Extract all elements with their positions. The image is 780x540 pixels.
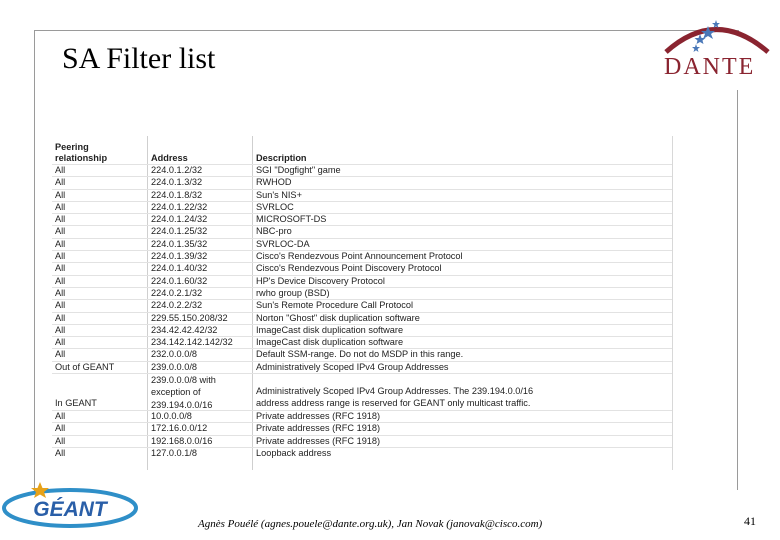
cell-description: SVRLOC (256, 201, 294, 212)
cell-address: 234.142.142.142/32 (151, 337, 233, 348)
cell-description-line: address address range is reserved for GEANT only multicast traffic. (256, 398, 531, 409)
slide-frame-right-edge (737, 90, 738, 490)
cell-description: Cisco's Rendezvous Point Announcement Protocol (256, 251, 463, 262)
cell-address: 224.0.1.35/32 (151, 238, 208, 249)
table-row (52, 447, 672, 459)
cell-peering: All (55, 165, 66, 175)
sa-filter-table (52, 136, 673, 470)
table-row (52, 176, 672, 188)
header-description: Description (256, 153, 307, 163)
cell-address-line: 239.0.0.0/8 with (151, 375, 216, 386)
table-row (52, 262, 672, 274)
cell-description-line: Administratively Scoped IPv4 Group Addresses. The 239.194.0.0/16 (256, 386, 534, 397)
table-header (52, 140, 672, 164)
cell-description: ImageCast disk duplication software (256, 324, 404, 335)
cell-peering: All (55, 177, 66, 188)
cell-address: 224.0.1.39/32 (151, 251, 208, 262)
cell-address: 224.0.2.1/32 (151, 287, 203, 298)
header-peering: Peering relationship (55, 142, 108, 163)
cell-address: 224.0.1.60/32 (151, 275, 208, 286)
cell-peering: All (55, 214, 66, 225)
cell-peering: All (55, 447, 66, 458)
cell-peering: All (55, 411, 66, 422)
cell-description: Private addresses (RFC 1918) (256, 435, 381, 446)
cell-peering: All (55, 337, 66, 348)
cell-address: 239.0.0.0/8 (151, 361, 197, 372)
cell-address: 224.0.1.40/32 (151, 263, 208, 274)
table-row (52, 312, 672, 324)
cell-peering: All (55, 287, 66, 298)
cell-peering: All (55, 251, 66, 262)
cell-description: Private addresses (RFC 1918) (256, 411, 381, 422)
cell-address: 224.0.1.25/32 (151, 226, 208, 237)
table-row (52, 238, 672, 250)
cell-peering: In GEANT (55, 398, 97, 409)
cell-address (151, 374, 216, 411)
cell-description: Sun's Remote Procedure Call Protocol (256, 300, 413, 311)
table-row (52, 275, 672, 287)
cell-address: 224.0.1.2/32 (151, 165, 203, 175)
cell-peering: All (55, 263, 66, 274)
cell-description: NBC-pro (256, 226, 292, 237)
cell-address: 234.42.42.42/32 (151, 324, 218, 335)
star-icon (692, 20, 720, 52)
table-row (52, 348, 672, 360)
geant-wordmark: GÉANT (33, 498, 107, 521)
cell-peering: All (55, 201, 66, 212)
table-row (52, 336, 672, 348)
cell-description: rwho group (BSD) (256, 287, 330, 298)
table-row (52, 361, 672, 373)
cell-description: MICROSOFT-DS (256, 214, 327, 225)
table-row (52, 422, 672, 434)
cell-description: Private addresses (RFC 1918) (256, 423, 381, 434)
table-row (52, 164, 672, 176)
slide-footer: Agnès Pouélé (agnes.pouele@dante.org.uk), Jan Novak (janovak@cisco.com) (198, 518, 543, 530)
cell-description (256, 385, 533, 410)
table-row (52, 410, 672, 422)
table-row (52, 373, 672, 410)
geant-star-icon (31, 482, 49, 498)
table-row (52, 299, 672, 311)
table-grid (52, 140, 672, 459)
cell-description: Administratively Scoped IPv4 Group Addresses (256, 361, 449, 372)
table-row (52, 225, 672, 237)
geant-logo (0, 478, 140, 538)
cell-description: Norton "Ghost" disk duplication software (256, 312, 420, 323)
cell-address: 127.0.0.1/8 (151, 447, 197, 458)
cell-description: Default SSM-range. Do not do MSDP in this range. (256, 349, 464, 360)
cell-peering: All (55, 423, 66, 434)
cell-peering: All (55, 189, 66, 200)
page-number: 41 (744, 514, 756, 528)
cell-address-line: exception of (151, 387, 201, 398)
cell-description: HP's Device Discovery Protocol (256, 275, 385, 286)
cell-address: 224.0.1.3/32 (151, 177, 203, 188)
table-row (52, 213, 672, 225)
table-row (52, 324, 672, 336)
slide-title: SA Filter list (62, 42, 216, 75)
table-row (52, 435, 672, 447)
cell-address: 232.0.0.0/8 (151, 349, 197, 360)
table-row (52, 201, 672, 213)
table-row (52, 189, 672, 201)
cell-description: Cisco's Rendezvous Point Discovery Protocol (256, 263, 442, 274)
cell-peering: Out of GEANT (55, 361, 115, 372)
cell-address: 172.16.0.0/12 (151, 423, 208, 434)
cell-address: 192.168.0.0/16 (151, 435, 213, 446)
header-address: Address (151, 153, 188, 163)
cell-peering: All (55, 300, 66, 311)
cell-address-line: 239.194.0.0/16 (151, 399, 213, 410)
cell-peering: All (55, 275, 66, 286)
cell-address: 229.55.150.208/32 (151, 312, 228, 323)
cell-description: SVRLOC-DA (256, 238, 310, 249)
cell-description: Sun's NIS+ (256, 189, 302, 200)
cell-description: RWHOD (256, 177, 292, 188)
cell-peering: All (55, 226, 66, 237)
cell-description: SGI "Dogfight" game (256, 165, 341, 175)
table-row (52, 287, 672, 299)
cell-peering: All (55, 324, 66, 335)
cell-address: 224.0.1.8/32 (151, 189, 203, 200)
cell-address: 224.0.2.2/32 (151, 300, 203, 311)
table-row (52, 250, 672, 262)
cell-address: 224.0.1.22/32 (151, 201, 208, 212)
cell-address: 10.0.0.0/8 (151, 411, 192, 422)
dante-wordmark: DANTE (664, 54, 756, 80)
cell-description: Loopback address (256, 447, 332, 458)
cell-description: ImageCast disk duplication software (256, 337, 404, 348)
cell-peering: All (55, 238, 66, 249)
cell-address: 224.0.1.24/32 (151, 214, 208, 225)
cell-peering: All (55, 349, 66, 360)
cell-peering: All (55, 312, 66, 323)
dante-arc-icon (666, 30, 768, 53)
cell-peering: All (55, 435, 66, 446)
